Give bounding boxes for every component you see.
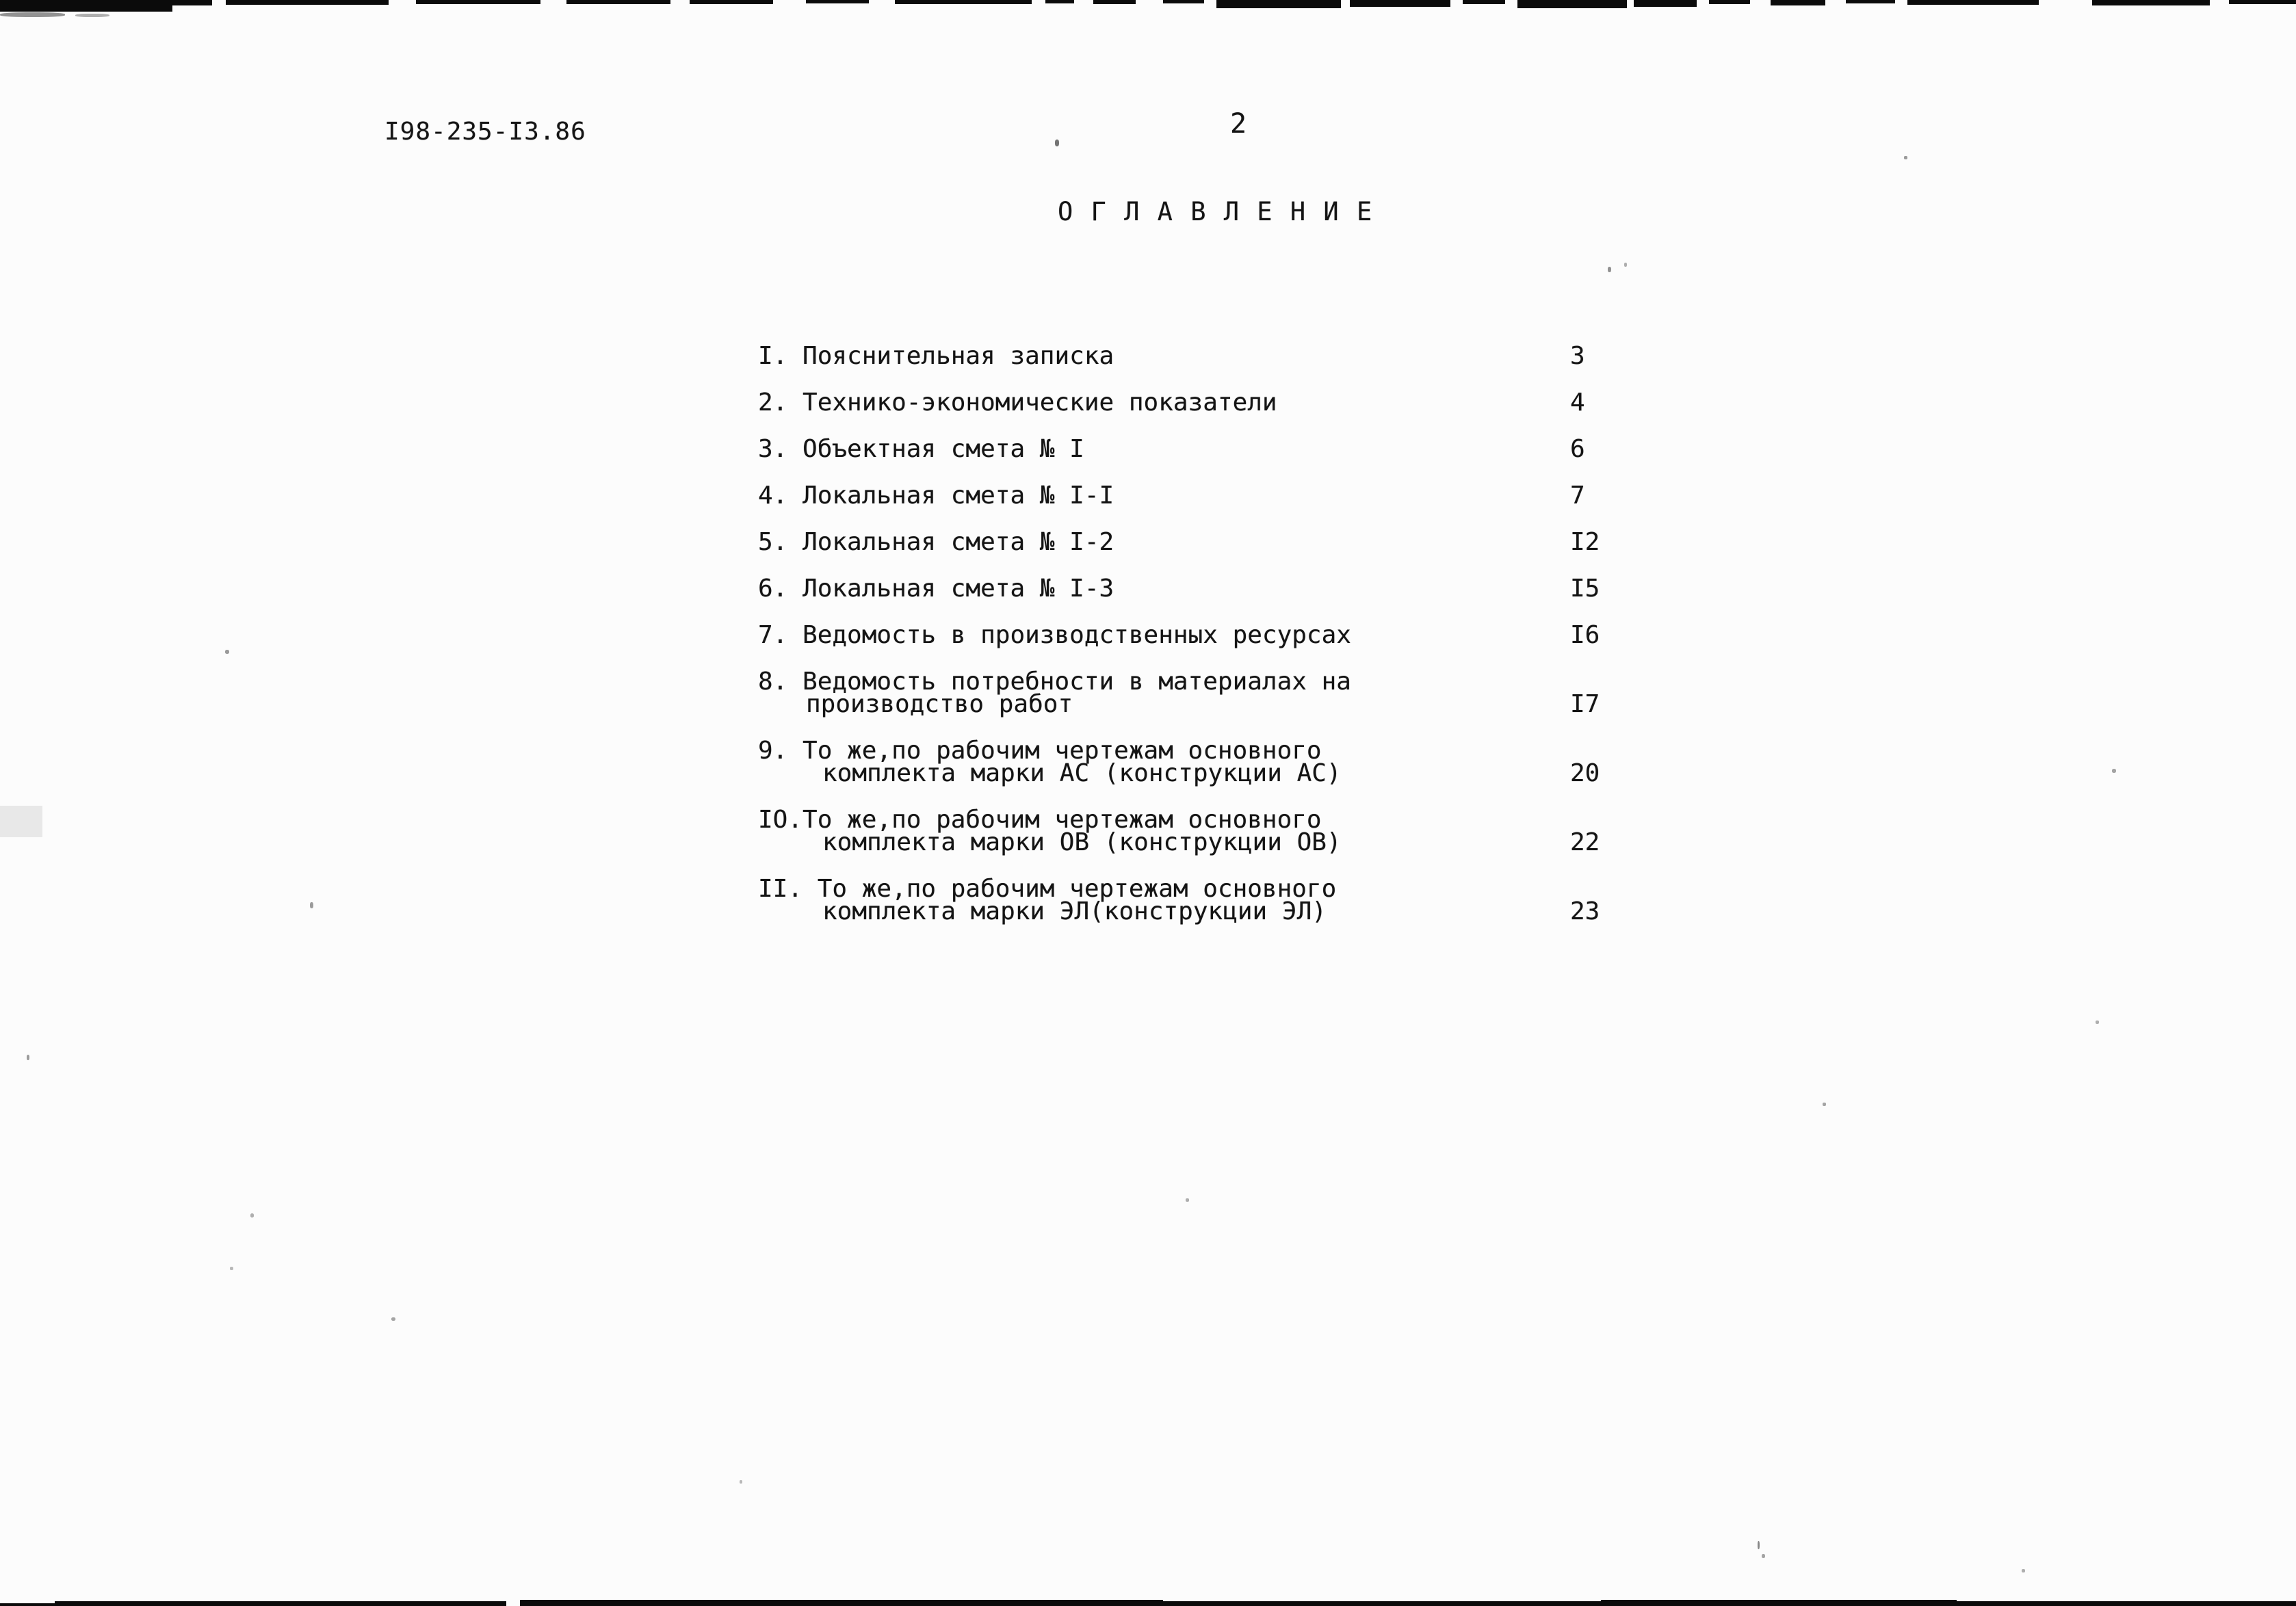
toc-entry-line: комплекта марки АС (конструкции АС)	[822, 759, 1342, 787]
scan-speck	[230, 1267, 233, 1270]
scan-edge-bar	[1907, 0, 2039, 5]
toc-entry-page: 6	[1570, 435, 1585, 463]
toc-entry-title	[758, 435, 1661, 463]
toc-entry-title	[758, 668, 1661, 718]
scan-edge-bar	[416, 0, 540, 4]
toc-entry-page: 3	[1570, 342, 1585, 370]
toc-entry	[758, 808, 1661, 854]
toc-entry-line: комплекта марки ЭЛ(конструкции ЭЛ)	[822, 897, 1327, 925]
scan-edge-bar	[0, 0, 172, 12]
scan-edge-bar	[1093, 0, 1136, 4]
scan-speck	[1758, 1541, 1760, 1549]
toc-entry	[758, 435, 1661, 463]
toc-entry-page: 4	[1570, 389, 1585, 417]
toc-entry-page: I6	[1570, 621, 1600, 649]
scan-speck	[1608, 267, 1611, 272]
scan-edge-bar	[1517, 0, 1627, 8]
scan-speck	[250, 1213, 254, 1217]
scan-edge-bar	[806, 0, 869, 3]
scan-edge-bar	[2229, 0, 2296, 4]
toc-entry-title	[758, 575, 1661, 603]
toc-entry	[758, 528, 1661, 556]
toc-entry-line: 2. Технико-экономические показатели	[758, 389, 1277, 417]
scan-speck	[1055, 140, 1059, 146]
scan-speck	[391, 1317, 395, 1321]
toc-entry-line: 5. Локальная смета № I-2	[758, 528, 1114, 556]
scan-speck	[1624, 263, 1627, 267]
scan-speck	[225, 650, 229, 654]
toc-entry	[758, 875, 1661, 925]
toc-entry	[758, 575, 1661, 603]
page-number: 2	[1230, 108, 1247, 140]
toc-entry-line: 4. Локальная смета № I-I	[758, 482, 1114, 510]
toc-entry	[758, 668, 1661, 718]
scan-edge-bar	[1846, 0, 1895, 3]
toc-entry-line: 6. Локальная смета № I-3	[758, 575, 1114, 603]
scan-edge-bar	[1955, 1601, 2296, 1606]
toc-entry-page: 20	[1570, 759, 1600, 787]
toc-entry-page: I5	[1570, 575, 1600, 603]
scan-edge-bar	[1601, 1600, 1957, 1606]
doc-number: I98-235-I3.86	[384, 118, 586, 146]
scan-speck	[1762, 1554, 1765, 1558]
toc-entry-title	[758, 389, 1661, 417]
scan-edge-bar	[2092, 0, 2210, 5]
toc-entry-title	[758, 482, 1661, 510]
toc-entry-line: производство работ	[806, 690, 1073, 718]
toc-entry-line: 3. Объектная смета № I	[758, 435, 1084, 463]
scan-speck	[0, 12, 65, 17]
scan-edge-bar	[0, 1603, 55, 1606]
toc-entry	[758, 342, 1661, 370]
scan-edge-bar	[1216, 0, 1341, 8]
scan-speck	[310, 902, 313, 908]
toc-entry	[758, 389, 1661, 417]
toc-entry	[758, 621, 1661, 649]
scan-edge-bar	[895, 0, 1032, 4]
scan-edge-bar	[172, 0, 212, 5]
toc-entry-title	[758, 621, 1661, 649]
scan-speck	[1186, 1198, 1189, 1202]
scan-edge-bar	[1045, 0, 1074, 3]
toc-entry-line: 7. Ведомость в производственных ресурсах	[758, 621, 1351, 649]
toc-entry-line: II. То же,по рабочим чертежам основного	[758, 875, 1337, 903]
scan-edge-bar	[1463, 0, 1505, 4]
scan-edge-patch	[0, 806, 42, 837]
scan-speck	[2022, 1569, 2025, 1572]
scan-edge-bar	[1163, 0, 1204, 3]
toc-entry-line: 9. То же,по рабочим чертежам основного	[758, 737, 1322, 765]
toc-entry-page: 23	[1570, 897, 1600, 925]
scan-edge-bar	[566, 0, 670, 4]
scan-speck	[1823, 1103, 1826, 1106]
toc-entry-page: 7	[1570, 482, 1585, 510]
scan-edge-bar	[520, 1600, 1163, 1606]
scan-edge-bar	[1163, 1601, 1601, 1606]
toc-entry-page: I2	[1570, 528, 1600, 556]
toc-entry-line: IO.То же,по рабочим чертежам основного	[758, 806, 1322, 834]
scan-edge-bar	[690, 0, 773, 4]
scan-speck	[75, 14, 109, 17]
toc-entry-title	[758, 342, 1661, 370]
toc-entry-line: комплекта марки ОВ (конструкции ОВ)	[822, 828, 1342, 856]
scan-edge-bar	[55, 1601, 506, 1606]
scan-edge-bar	[1771, 0, 1825, 5]
toc-entry-title	[758, 875, 1661, 925]
scan-speck	[1904, 156, 1907, 159]
scan-edge-bar	[1709, 0, 1750, 4]
toc-entry-line: I. Пояснительная записка	[758, 342, 1114, 370]
scan-speck	[2096, 1021, 2099, 1024]
scan-edge-bar	[226, 0, 389, 5]
scan-edge-bar	[1634, 0, 1697, 7]
toc-entry-title	[758, 739, 1661, 785]
table-of-contents	[758, 342, 1661, 947]
toc-entry-line: 8. Ведомость потребности в материалах на	[758, 668, 1351, 696]
toc-entry-page: I7	[1570, 690, 1600, 718]
toc-entry	[758, 482, 1661, 510]
toc-entry-title	[758, 528, 1661, 556]
scan-speck	[27, 1055, 29, 1060]
toc-entry-title	[758, 808, 1661, 854]
scan-speck	[740, 1480, 742, 1484]
toc-entry	[758, 739, 1661, 785]
page-title: О Г Л А В Л Е Н И Е	[1058, 197, 1374, 226]
toc-entry-page: 22	[1570, 828, 1600, 856]
scan-speck	[2112, 769, 2116, 773]
scan-edge-bar	[1350, 0, 1450, 7]
